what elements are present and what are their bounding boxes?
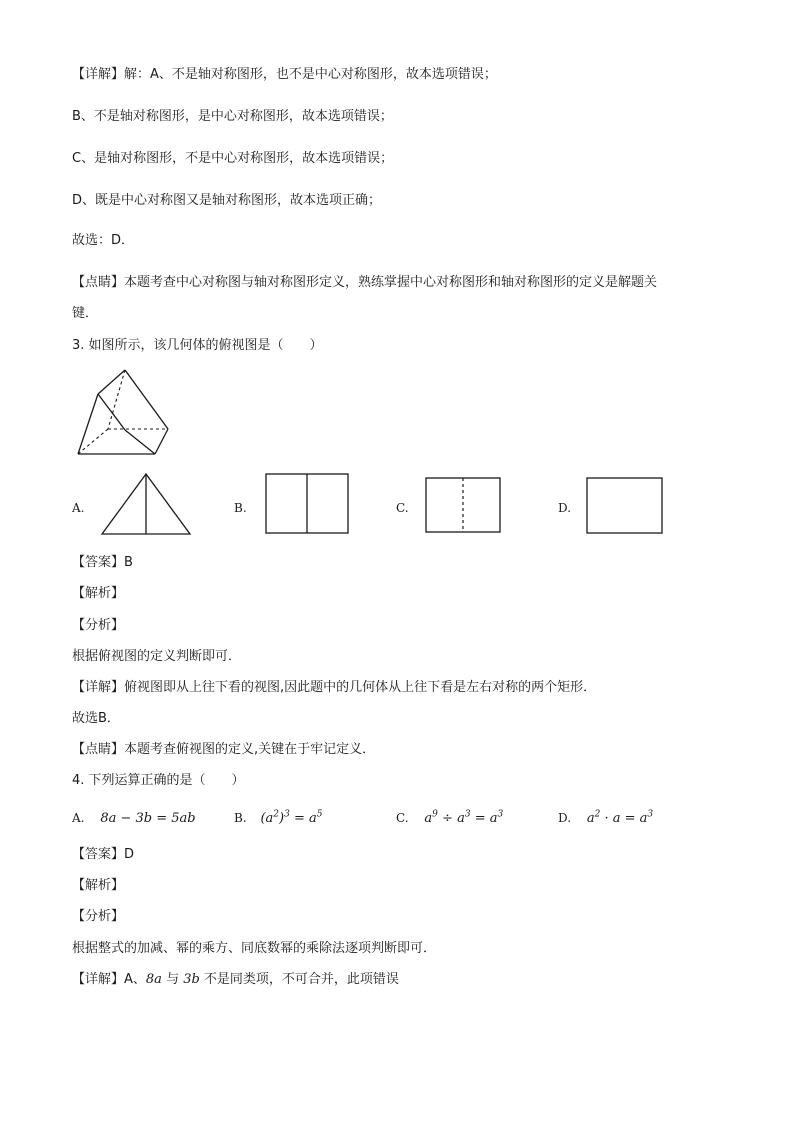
prev-option-d-line: D、既是中心对称图又是轴对称图形，故本选项正确；: [72, 193, 382, 208]
q3-detail: 【详解】俯视图即从上往下看的视图,因此题中的几何体从上往下看是左右对称的两个矩形．: [72, 680, 597, 695]
prev-remark-line-2: 键．: [72, 306, 99, 321]
prev-choose-line: 故选：D．: [72, 233, 135, 248]
q4-option-b-label: B.: [234, 811, 247, 825]
q3-option-b-figure: [265, 473, 351, 535]
q3-option-b-label: B.: [234, 501, 247, 515]
q4-answer: 【答案】D: [72, 847, 135, 862]
prev-detail-line: 【详解】解：A、不是轴对称图形，也不是中心对称图形，故本选项错误；: [72, 67, 497, 82]
q4-option-a-expression: 8a − 3b = 5ab: [100, 811, 196, 826]
q4-option-b: [234, 810, 323, 827]
q3-choose: 故选B．: [72, 711, 120, 726]
q4-option-c: [396, 810, 503, 827]
q4-option-c-label: C.: [396, 811, 409, 825]
prev-option-c-line: C、是轴对称图形，不是中心对称图形，故本选项错误；: [72, 151, 394, 166]
q3-answer: 【答案】B: [72, 555, 133, 570]
q4-option-d-label: D.: [558, 811, 572, 825]
q3-analysis-heading: 【解析】: [72, 586, 125, 601]
q3-option-c-figure: [425, 477, 502, 533]
q3-option-a-figure: [100, 472, 192, 536]
q4-option-b-expression: $(a^2)^3 = a^5$: [260, 809, 323, 826]
q3-option-d-label: D.: [558, 501, 572, 515]
q4-stem: 4. 下列运算正确的是（ ）: [72, 773, 245, 788]
q3-stem: 3. 如图所示，该几何体的俯视图是（ ）: [72, 338, 323, 353]
q4-option-d-expression: $a^2 \cdot a = a^3$: [586, 809, 654, 826]
q4-option-c-expression: $a^9 \div a^3 = a^3$: [424, 809, 504, 826]
q3-fenxi-heading: 【分析】: [72, 618, 125, 633]
q4-detail: 【详解】A、8a 与 3b 不是同类项，不可合并，此项错误: [72, 972, 399, 987]
q4-option-a-label: A.: [72, 811, 85, 825]
q4-fenxi-heading: 【分析】: [72, 909, 125, 924]
prev-remark-line-1: 【点睛】本题考查中心对称图与轴对称图形定义，熟练掌握中心对称图形和轴对称图形的定义是解题关: [72, 275, 658, 290]
q3-option-a-label: A.: [72, 501, 85, 515]
q4-option-d: [558, 810, 653, 827]
q4-analysis-heading: 【解析】: [72, 878, 125, 893]
q3-fenxi-text: 根据俯视图的定义判断即可．: [72, 649, 242, 664]
q3-option-c-label: C.: [396, 501, 409, 515]
q3-option-d-figure: [586, 477, 664, 535]
q4-option-a: [72, 810, 196, 827]
prev-option-b-line: B、不是轴对称图形，是中心对称图形，故本选项错误；: [72, 109, 393, 124]
q3-remark: 【点睛】本题考查俯视图的定义,关键在于牢记定义．: [72, 742, 376, 757]
q4-fenxi-text: 根据整式的加减、幂的乘方、同底数幂的乘除法逐项判断即可．: [72, 941, 437, 956]
q3-prism-figure: [70, 362, 180, 462]
